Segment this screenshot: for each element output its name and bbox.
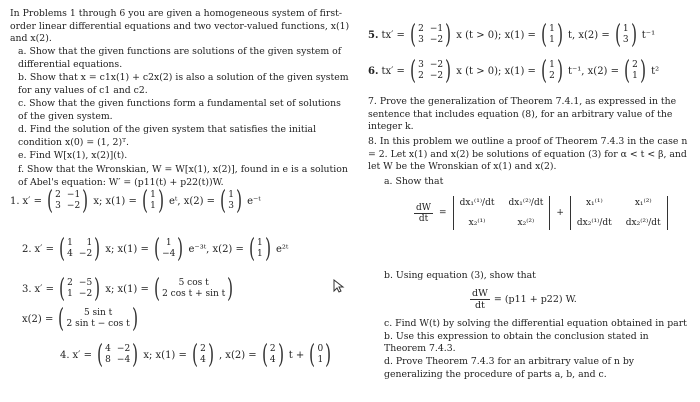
p6-vector-1: ( 1 2 )	[540, 56, 563, 86]
p5-vector-2: ( 1 3 )	[614, 20, 637, 50]
p3-vector-2: ( 5 sin t 2 sin t − cos t )	[58, 304, 138, 334]
p3-number: 3.	[22, 283, 32, 295]
problem-5	[368, 22, 655, 48]
problem-3	[22, 276, 235, 302]
p2-e2: e²ᵗ	[275, 243, 289, 255]
intro-text: In Problems 1 through 6 you are given a homogeneous system of first-order linear differential equations and two vector-valued functions, x(1) and x(2).	[10, 8, 350, 45]
abel-equation	[470, 288, 577, 311]
p5-matrix: ( 2 −1 3 −2 )	[409, 20, 452, 50]
part-c: c. Show that the given functions form a fundamental set of solutions of the given system.	[18, 98, 341, 122]
p1-vector-1: ( 1 1 )	[141, 186, 164, 216]
p4-t: t +	[288, 349, 305, 361]
problem-8a: a. Show that	[384, 176, 444, 187]
problem-8c: c. Find W(t) by solving the differential equation obtained in part b. Use this expression to obtain the conclusion stated in Theorem 7.4.3.	[384, 318, 687, 355]
p5-x2-label: t, x(2) =	[567, 29, 610, 41]
p2-vector-2: ( 1 1 )	[248, 234, 271, 264]
p2-lhs: x′ =	[34, 243, 55, 255]
p5-lhs: tx′ =	[381, 29, 405, 41]
p4-vector-3: ( 0 1 )	[309, 340, 332, 370]
p2-matrix: ( 1 1 4 −2 )	[59, 234, 101, 264]
part-d: d. Find the solution of the given system that satisfies the initial condition x(0) = (1, 2)ᵀ.	[18, 124, 317, 148]
problem-7: 7. Prove the generalization of Theorem 7.4.1, as expressed in the sentence that includes equation (8), for an arbitrary value of the integer k.	[368, 96, 677, 133]
p2-x1-label: x; x(1) =	[105, 243, 149, 255]
p6-x2-label: t⁻¹, x(2) =	[567, 65, 620, 77]
determinant-2: x₁⁽¹⁾ x₁⁽²⁾ dx₂⁽¹⁾/dt dx₂⁽²⁾/dt	[570, 196, 668, 230]
abel-dW-dt: $\frac{dW}{dt}$	[472, 288, 488, 311]
problem-6	[368, 58, 659, 84]
p3-matrix: ( 2 −5 1 −2 )	[59, 274, 101, 304]
problem-2	[22, 236, 288, 262]
p6-number: 6.	[368, 65, 379, 77]
p6-x1-label: x (t > 0); x(1) =	[456, 65, 536, 77]
p1-vector-2: ( 1 3 )	[220, 186, 243, 216]
p6-lhs: tx′ =	[381, 65, 405, 77]
determinant-1: dx₁⁽¹⁾/dt dx₁⁽²⁾/dt x₂⁽¹⁾ x₂⁽²⁾	[453, 196, 551, 230]
p4-matrix: ( 4 −2 8 −4 )	[97, 340, 139, 370]
p1-number: 1.	[10, 195, 20, 207]
problem-8b: b. Using equation (3), show that	[384, 270, 536, 281]
p3-vector-1: ( 5 cos t 2 cos t + sin t )	[153, 274, 234, 304]
wronskian-formula: $\frac{dW}{dt}$ = dx₁⁽¹⁾/dt dx₁⁽²⁾/dt x₂⁽¹⁾ x₂⁽²⁾ + x₁⁽¹⁾ x₁⁽²⁾ dx₂⁽¹⁾/dt dx₂⁽²⁾/dt	[414, 196, 668, 230]
problem-8d: d. Prove Theorem 7.4.3 for an arbitrary value of n by generalizing the procedure of parts a, b, and c.	[384, 356, 635, 380]
p2-e1: e⁻³ᵗ, x(2) =	[188, 243, 244, 255]
problem-1	[10, 188, 261, 214]
p4-lhs: x′ =	[72, 349, 93, 361]
p3-lhs: x′ =	[34, 283, 55, 295]
p3-x1-label: x; x(1) =	[105, 283, 149, 295]
p1-x1-label: x; x(1) =	[93, 195, 137, 207]
cursor-arrow-icon	[333, 278, 345, 297]
p6-matrix: ( 3 −2 2 −2 )	[409, 56, 452, 86]
problem-4	[60, 342, 333, 368]
dW-dt: $\frac{dW}{dt}$	[416, 202, 432, 224]
p6-vector-2: ( 2 1 )	[624, 56, 647, 86]
p6-e2: t²	[651, 65, 660, 77]
part-f: f. Show that the Wronskian, W = W[x(1), x(2)], found in e is a solution of Abel's equation: W′ = (p11(t) + p22(t))W.	[18, 164, 348, 188]
p2-number: 2.	[22, 243, 32, 255]
p5-e2: t⁻¹	[641, 29, 656, 41]
p4-number: 4.	[60, 349, 70, 361]
p5-number: 5.	[368, 29, 379, 41]
p5-x1-label: x (t > 0); x(1) =	[456, 29, 536, 41]
p3-x2-label: x(2) =	[22, 313, 54, 325]
part-b: b. Show that x = c1x(1) + c2x(2) is also a solution of the given system for any values of c1 and c2.	[18, 72, 349, 96]
part-e: e. Find W[x(1), x(2)](t).	[18, 150, 128, 161]
p1-lhs: x′ =	[22, 195, 43, 207]
p4-x2-label: , x(2) =	[218, 349, 257, 361]
p4-vector-1: ( 2 4 )	[191, 340, 214, 370]
problem-3-x2	[22, 306, 140, 332]
p1-matrix: ( 2 −1 3 −2 )	[47, 186, 89, 216]
p2-vector-1: ( 1 −4 )	[153, 234, 184, 264]
part-a: a. Show that the given functions are solutions of the given system of differential equations.	[18, 46, 342, 70]
p1-e2: e⁻ᵗ	[247, 195, 261, 207]
p5-vector-1: ( 1 1 )	[540, 20, 563, 50]
abel-rhs: = (p11 + p22) W.	[493, 294, 577, 305]
p1-e1: eᵗ, x(2) =	[168, 195, 216, 207]
p4-vector-2: ( 2 4 )	[261, 340, 284, 370]
problem-8: 8. In this problem we outline a proof of Theorem 7.4.3 in the case n = 2. Let x(1) and x(2) be solutions of equation (3) for α < t < β, and let W be the Wronskian of x(1) and x(2).	[368, 136, 688, 173]
p4-x1-label: x; x(1) =	[143, 349, 187, 361]
